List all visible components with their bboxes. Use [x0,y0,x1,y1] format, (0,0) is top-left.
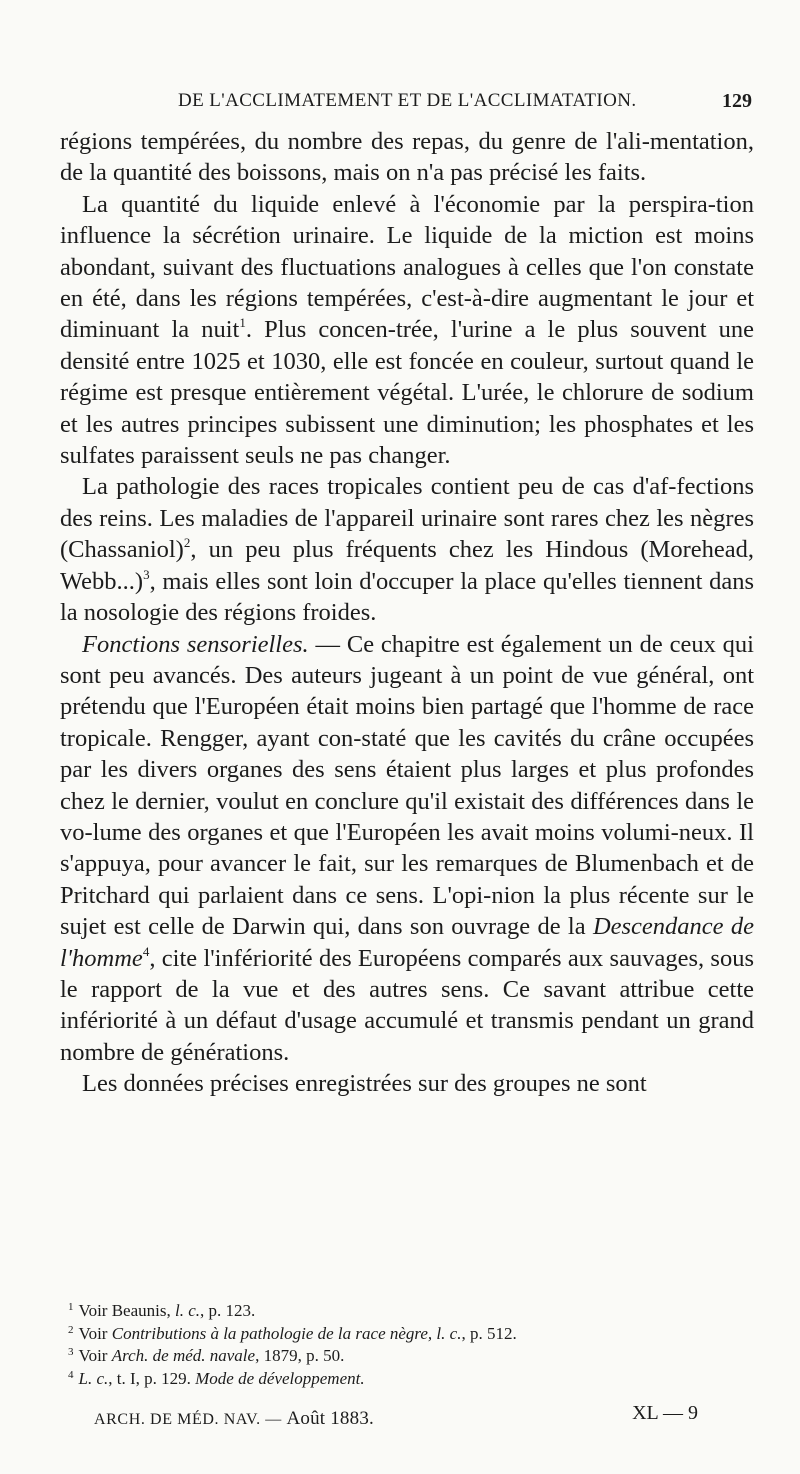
text-run: régions tempérées, du nombre des repas, du genre de l'ali-mentation, de la quantité des boissons, mais on n'a pas précisé les faits. [60,128,754,187]
paragraph [60,629,754,1069]
text-run: — Ce chapitre est également un de ceux qui sont peu avancés. Des auteurs jugeant à un point de vue général, ont prétendu que l'Européen était moins bien partagé que l'homme de race tropicale. Rengger, ayant con-staté que les cavités du crâne occupées par les divers organes des sens étaient plus larges et plus profondes chez le dernier, voulut en conclure qu'il existait des différences dans le vo-lume des organes et que l'Européen les avait moins volumi-neux. Il s'appuya, pour avancer le fait, sur les remarques de Blumenbach et de Pritchard qui parlaient dans ce sens. L'opi-nion la plus récente sur le sujet est celle de Darwin qui, dans son ouvrage de la [60,630,754,941]
footnote-ref: 2 [183,535,191,551]
text-run: La pathologie des races tropicales contient peu de cas d'af-fections des reins. Les maladies de l'appareil urinaire sont rares chez les nègres (Chassaniol) [60,473,754,564]
italic-text: l. c. [175,1301,201,1320]
italic-text: Mode de développement. [195,1368,365,1388]
running-head [60,90,752,114]
text-run: La quantité du liquide enlevé à l'économie par la perspira-tion influence la sécrétion urinaire. Le liquide de la miction est moins abondant, suivant des fluctuations analogues à celles que l'on constate en été, dans les régions tempérées, c'est-à-dire augmentant le jour et diminuant la nuit [60,190,754,344]
footnote-mark: 2 [68,1323,74,1336]
text-run: , cite l'infériorité des Européens comparés aux sauvages, sous le rapport de la vue et des autres sens. Ce savant attribue cette infériorité à un défaut d'usage accumulé et transmis pendant un grand nombre de générations. [60,944,754,1066]
imprint-date: Août 1883. [286,1408,374,1429]
text-run: , p. 123. [200,1301,256,1320]
footnote-ref: 3 [143,566,150,582]
footnote [68,1368,748,1391]
italic-text: Arch. de méd. navale [111,1346,256,1366]
text-run: , un peu plus fréquents chez les Hindous (Morehead, Webb...) [60,536,754,595]
footnotes [68,1300,748,1390]
text-run: , t. I, p. 129. [108,1368,196,1388]
running-title: DE L'ACCLIMATEMENT ET DE L'ACCLIMATATION. [178,90,637,111]
text-run: Voir [78,1346,112,1366]
signature-mark: XL — 9 [632,1402,698,1424]
imprint-journal: ARCH. DE MÉD. NAV. — [94,1411,282,1428]
paragraph [60,471,754,628]
footnote-mark: 3 [68,1346,74,1359]
paragraph [60,1068,754,1099]
journal-imprint [94,1408,374,1430]
text-run: , 1879, p. 50. [255,1346,345,1366]
text-run: Voir Beaunis, [78,1301,175,1320]
body-text [60,126,754,1100]
footnote [68,1300,748,1323]
italic-text: L. c. [78,1368,109,1388]
text-run: , p. 512. [461,1323,517,1343]
page-number: 129 [722,90,752,112]
text-run: , mais elles sont loin d'occuper la place qu'elles tiennent dans la nosologie des régions froides. [60,567,754,627]
footnote [68,1345,748,1368]
italic-text: Fonctions sensorielles. [82,630,309,658]
text-run: . Plus concen-trée, l'urine a le plus souvent une densité entre 1025 et 1030, elle est foncée en couleur, surtout quand le régime est presque entièrement végétal. L'urée, le chlorure de sodium et les autres principes subissent une diminution; les phosphates et les sulfates paraissent seuls ne pas changer. [60,316,754,470]
italic-text: Descendance de l'homme [60,913,754,972]
paragraph [60,126,754,189]
text-run: Voir [78,1323,112,1343]
footnote-ref: 1 [239,315,246,331]
footnote [68,1323,748,1346]
footnote-mark: 4 [68,1368,74,1381]
italic-text: Contributions à la pathologie de la race nègre, l. c. [111,1323,462,1343]
text-run: Les données précises enregistrées sur des groupes ne sont [82,1070,647,1098]
footnote-mark: 1 [68,1301,74,1313]
paragraph [60,189,754,472]
footnote-ref: 4 [142,943,150,959]
